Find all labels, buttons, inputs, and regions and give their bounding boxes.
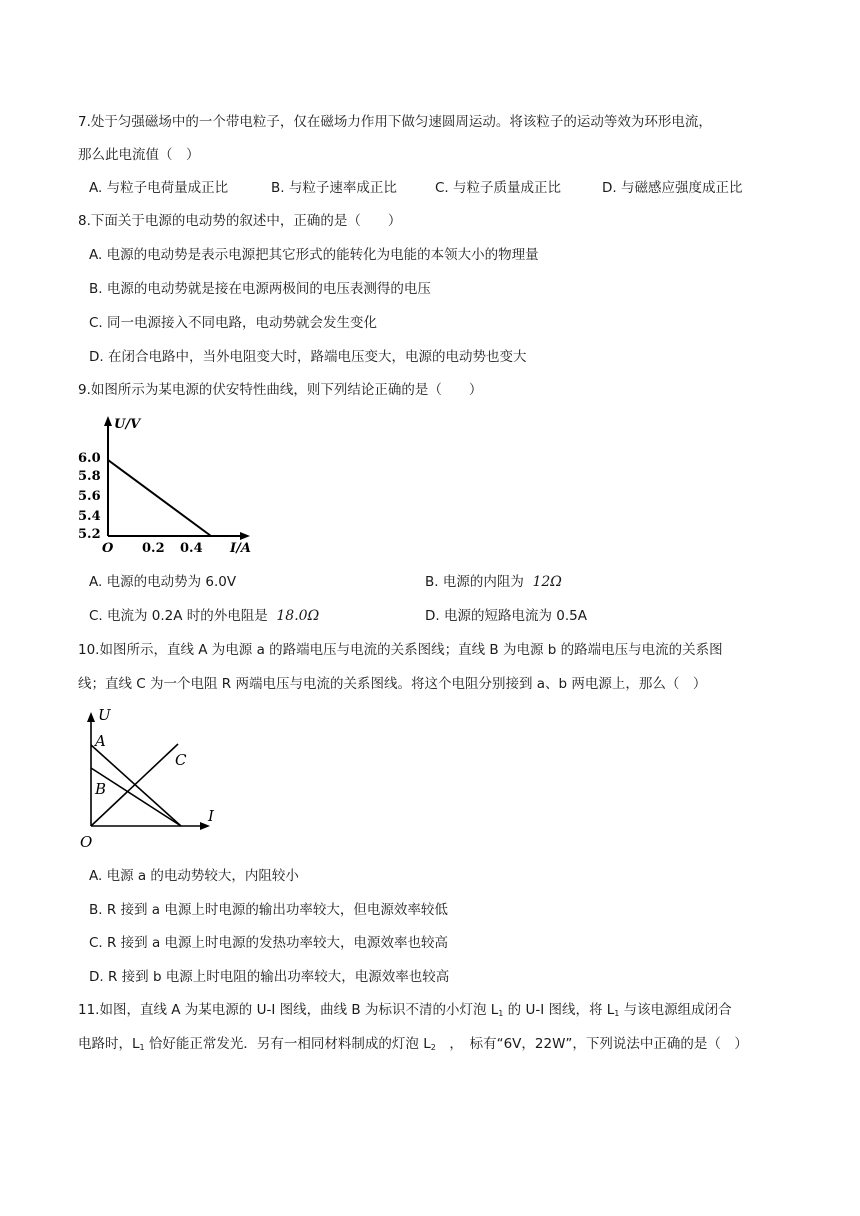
q10-option-b: B. R 接到 a 电源上时电源的输出功率较大，但电源效率较低 xyxy=(89,902,448,918)
q9-xtick-0.2: 0.2 xyxy=(142,541,165,556)
q8-option-d: D. 在闭合电路中，当外电阻变大时，路端电压变大，电源的电动势也变大 xyxy=(89,349,527,365)
q10-y-label: U xyxy=(98,706,111,724)
q11-line2-part-c: ， 标有“6V，22W”，下列说法中正确的是（ ） xyxy=(435,1036,748,1052)
q9-option-c xyxy=(89,606,319,626)
q8-option-c: C. 同一电源接入不同电路，电动势就会发生变化 xyxy=(89,315,378,331)
q11-line1-sub2: 1 xyxy=(614,1009,620,1018)
q9-option-b-value: 12Ω xyxy=(532,574,562,590)
q11-line1-part-b: 的 U-I 图线，将 L xyxy=(503,1002,615,1018)
q9-ytick-5.2: 5.2 xyxy=(78,527,101,542)
q11-line1-sub1: 1 xyxy=(498,1009,504,1018)
q9-y-label: U/V xyxy=(114,417,141,432)
q7-option-b: B. 与粒子速率成正比 xyxy=(271,180,397,196)
q10-ui-graph xyxy=(74,706,234,856)
q7-stem-line1: 7.处于匀强磁场中的一个带电粒子，仅在磁场力作用下做匀速圆周运动。将该粒子的运动等效为环形电流， xyxy=(78,114,712,130)
q10-option-a: A. 电源 a 的电动势较大，内阻较小 xyxy=(89,868,299,884)
q11-line2-sub1: 1 xyxy=(139,1043,145,1052)
q8-option-a: A. 电源的电动势是表示电源把其它形式的能转化为电能的本领大小的物理量 xyxy=(89,247,539,263)
q10-label-c: C xyxy=(175,751,187,769)
q10-stem-line1: 10.如图所示，直线 A 为电源 a 的路端电压与电流的关系图线；直线 B 为电源 b 的路端电压与电流的关系图 xyxy=(78,642,723,658)
q9-ui-line xyxy=(108,460,211,536)
q9-option-c-text: C. 电流为 0.2A 时的外电阻是 xyxy=(89,608,268,624)
q7-option-c: C. 与粒子质量成正比 xyxy=(435,180,562,196)
q10-origin: O xyxy=(80,833,93,851)
q8-option-b: B. 电源的电动势就是接在电源两极间的电压表测得的电压 xyxy=(89,281,431,297)
q9-ytick-6.0: 6.0 xyxy=(78,451,101,466)
q9-ytick-5.8: 5.8 xyxy=(78,469,101,484)
q10-y-arrow xyxy=(87,712,95,722)
q11-line1-part-c: 与该电源组成闭合 xyxy=(619,1002,732,1018)
q9-option-b xyxy=(425,572,562,592)
q10-stem-line2: 线；直线 C 为一个电阻 R 两端电压与电流的关系图线。将这个电阻分别接到 a、b 两电源上，那么（ ） xyxy=(78,676,707,692)
q10-option-d: D. R 接到 b 电源上时电阻的输出功率较大，电源效率也较高 xyxy=(89,969,450,985)
q11-stem-line2 xyxy=(78,1034,784,1058)
q9-ui-graph xyxy=(74,408,274,558)
q7-stem-line2: 那么此电流值（ ） xyxy=(78,147,200,163)
q9-stem: 9.如图所示为某电源的伏安特性曲线，则下列结论正确的是（ ） xyxy=(78,382,483,398)
q10-label-b: B xyxy=(95,780,107,798)
q10-label-a: A xyxy=(95,732,106,750)
q9-xtick-0.4: 0.4 xyxy=(180,541,203,556)
q11-line2-part-b: 恰好能正常发光．另有一相同材料制成的灯泡 L xyxy=(144,1036,431,1052)
q10-x-label: I xyxy=(208,807,214,825)
q10-option-c: C. R 接到 a 电源上时电源的发热功率较大，电源效率也较高 xyxy=(89,935,449,951)
q9-origin: O xyxy=(102,541,114,556)
q9-option-b-text: B. 电源的内阻为 xyxy=(425,574,524,590)
q7-option-a: A. 与粒子电荷量成正比 xyxy=(89,180,229,196)
q11-stem-line1 xyxy=(78,1000,784,1024)
q9-option-d: D. 电源的短路电流为 0.5A xyxy=(425,608,587,624)
q9-x-arrow xyxy=(240,532,250,540)
q9-ytick-5.6: 5.6 xyxy=(78,489,101,504)
q11-line2-part-a: 电路时，L xyxy=(78,1036,140,1052)
q9-option-c-value: 18.0Ω xyxy=(276,608,320,624)
q9-option-a: A. 电源的电动势为 6.0V xyxy=(89,574,237,590)
q9-y-arrow xyxy=(104,416,112,426)
q9-x-label: I/A xyxy=(230,541,251,556)
q8-stem: 8.下面关于电源的电动势的叙述中，正确的是（ ） xyxy=(78,213,402,229)
q9-ytick-5.4: 5.4 xyxy=(78,509,101,524)
q11-line1-part-a: 11.如图，直线 A 为某电源的 U-I 图线，曲线 B 为标识不清的小灯泡 L xyxy=(78,1002,499,1018)
q7-option-d: D. 与磁感应强度成正比 xyxy=(602,180,743,196)
q11-line2-sub2: 2 xyxy=(430,1043,436,1052)
